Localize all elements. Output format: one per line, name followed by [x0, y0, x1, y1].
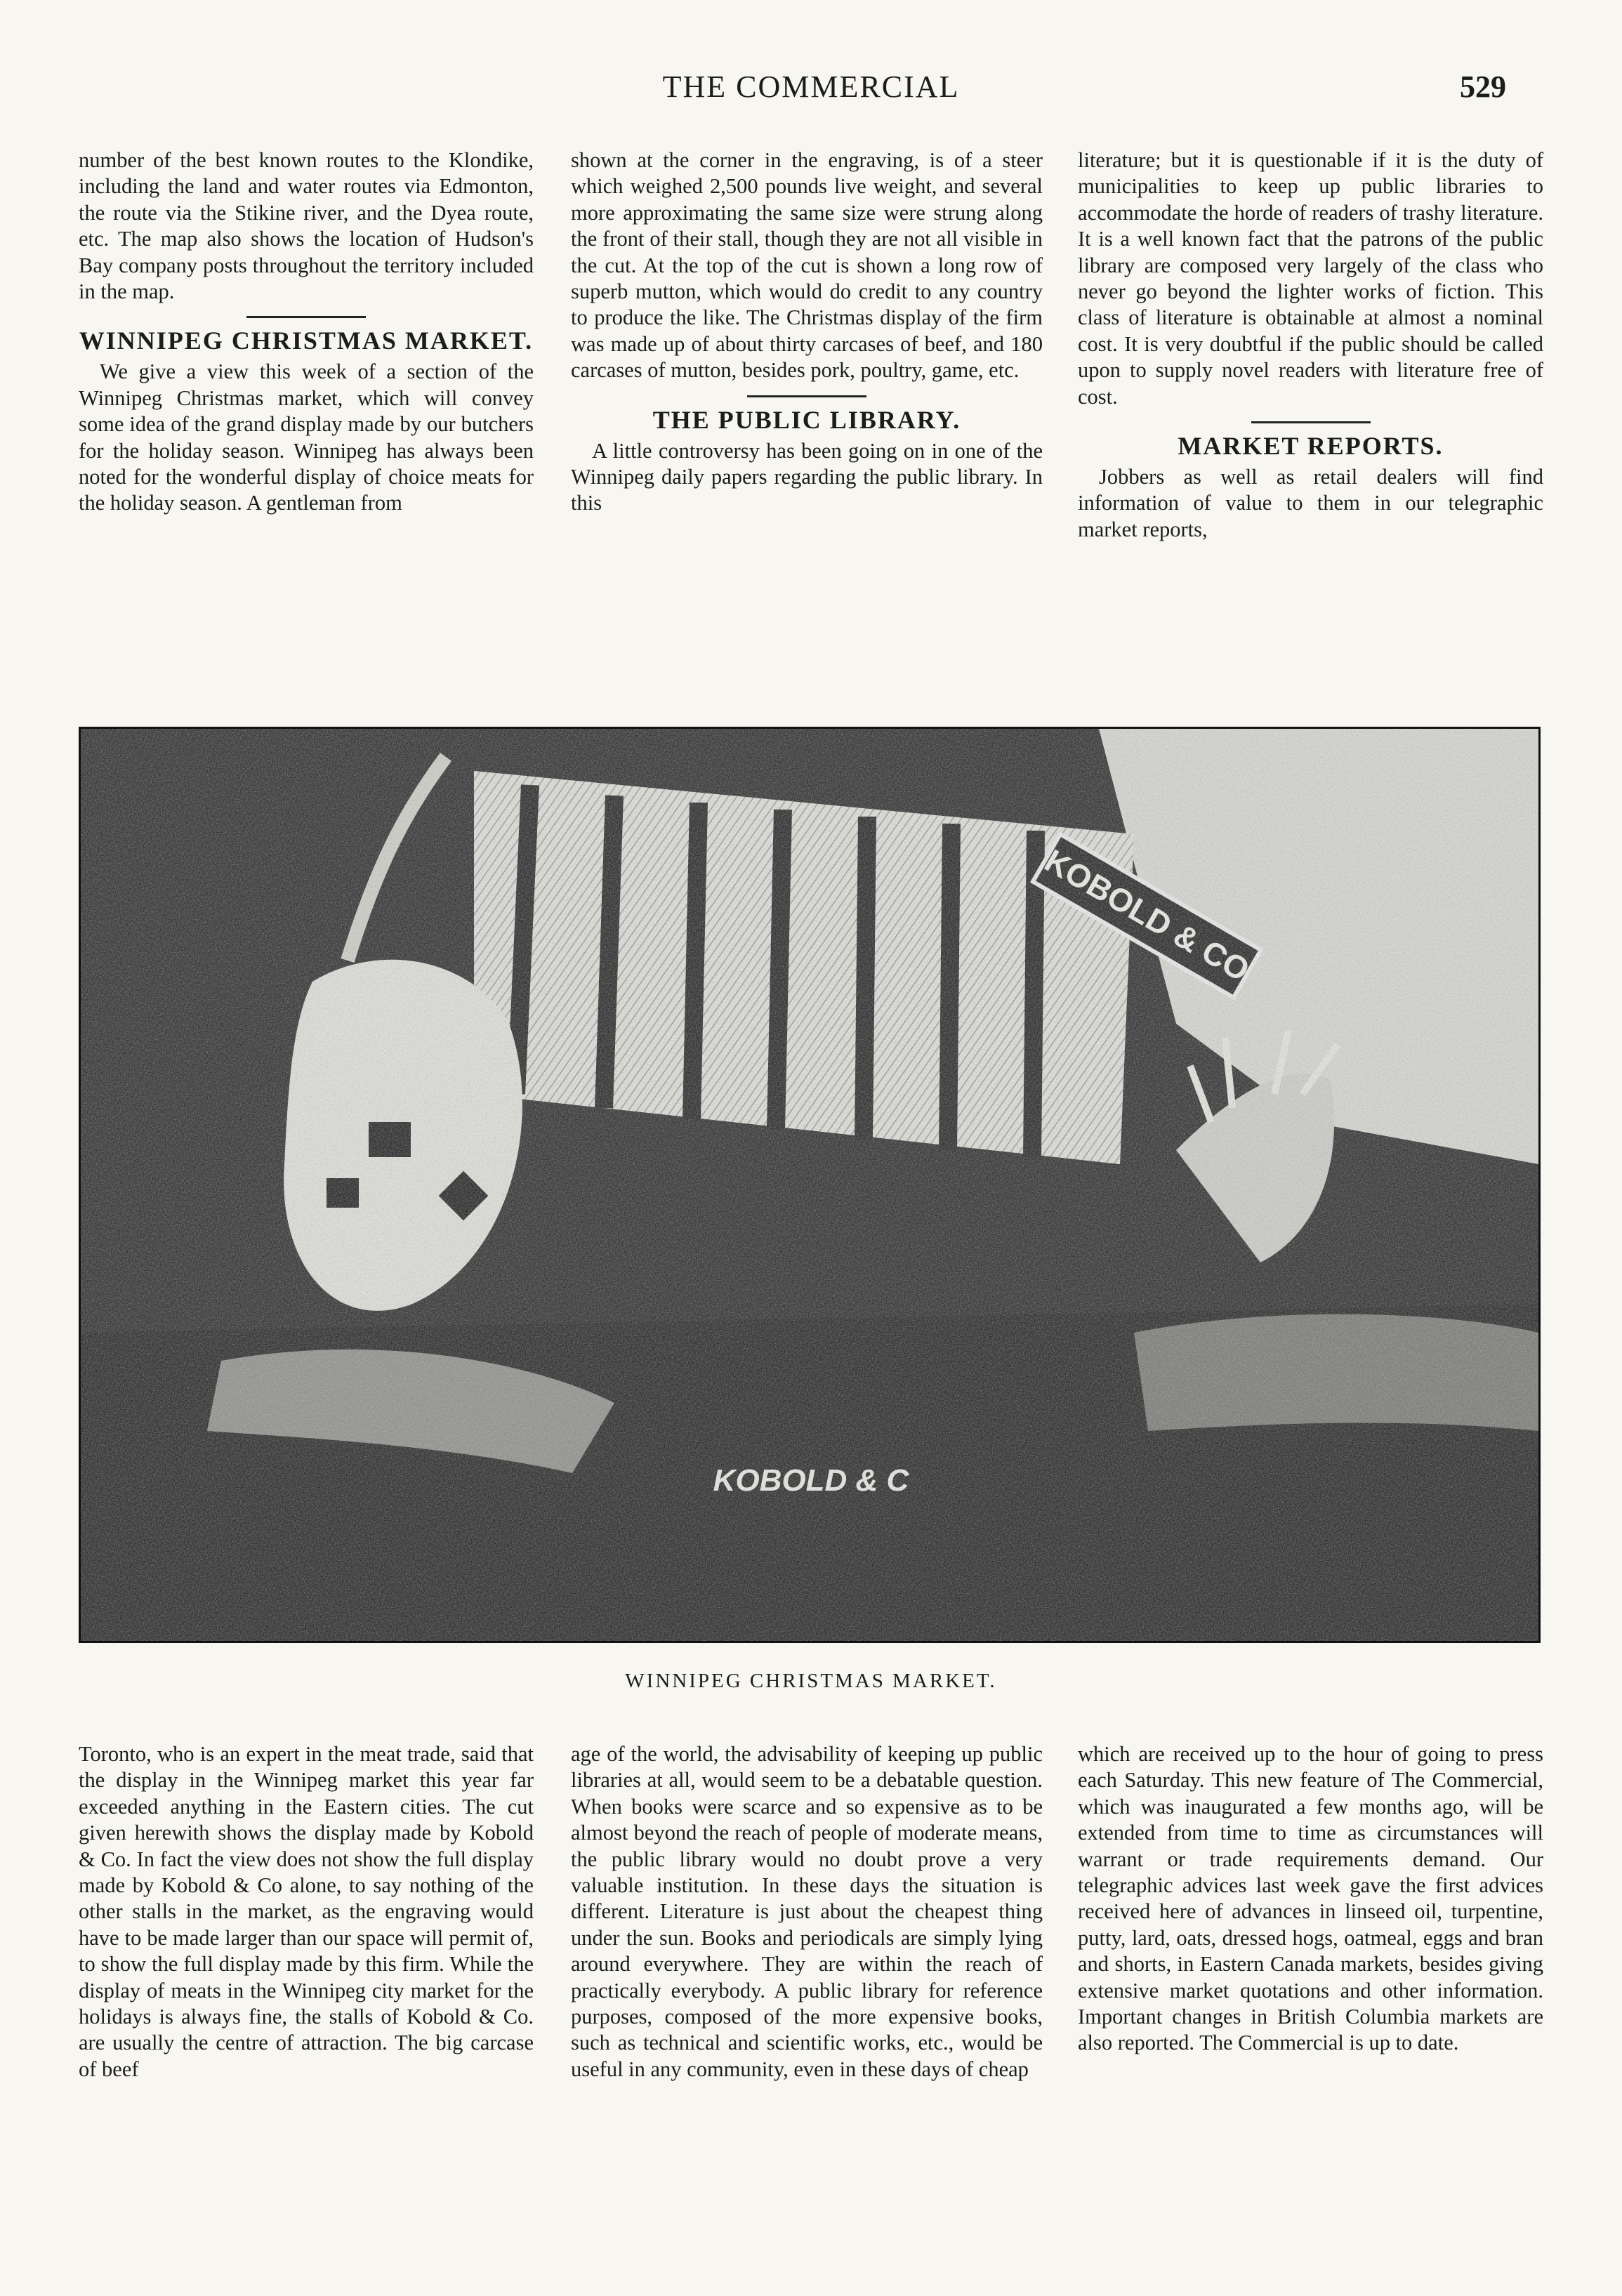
article-column-bottom-3: [1078, 1741, 1543, 2057]
article-column-top-1: [79, 147, 534, 517]
section-rule: [747, 395, 866, 397]
christmas-market-paragraph: We give a view this week of a section of the Winnipeg Christmas market, which will convey some idea of the grand display made by our butchers for the holiday season. Winnipeg has always been noted for the wonderful display of choice meats for the holiday season. A gentleman from: [79, 359, 534, 515]
page-number: 529: [1460, 70, 1506, 104]
christmas-market-continued: Toronto, who is an expert in the meat trade, said that the display in the Winnipeg market this year far exceeded anything in the Eastern cities. The cut given herewith shows the display made by Kobold & Co. In fact the view does not show the full display made by Kobold & Co alone, to say nothing of the other stalls in the market, as the engraving would have to be made larger than our space will permit of, to show the full display made by this firm. While the display of meats in the Winnipeg city market for the holidays is always fine, the stalls of Kobold & Co. are usually the centre of attraction. The big carcase of beef: [79, 1742, 534, 2081]
article-column-bottom-1: [79, 1741, 534, 2083]
heading-public-library: THE PUBLIC LIBRARY.: [652, 405, 961, 434]
continued-market-paragraph: shown at the corner in the engraving, is of a steer which weighed 2,500 pounds live weight, and several more approximating the same size were strung along the front of their stall, though they are not all visible in the cut. At the top of the cut is shown a long row of superb mutton, which would do credit to any country to produce the like. The Christmas display of the firm was made up of about thirty carcases of beef, and 180 carcases of mutton, besides pork, poultry, game, etc.: [571, 148, 1043, 383]
section-rule: [246, 316, 366, 318]
article-column-bottom-2: [571, 1741, 1043, 2083]
continued-library-paragraph: literature; but it is questionable if it is the duty of municipalities to keep up public libraries to accommodate the horde of readers of trashy literature. It is a well known fact that the patrons of the public library are composed very largely of the class who never go beyond the lighter works of fiction. This class of literature is obtainable at almost a nominal cost. It is very doubtful if the public should be called upon to supply novel readers with literature free of cost.: [1078, 148, 1543, 409]
heading-winnipeg-christmas-market: WINNIPEG CHRISTMAS MARKET.: [79, 326, 534, 355]
running-head: [0, 69, 1622, 111]
engraving-illustration: [81, 729, 1538, 1641]
running-title: THE COMMERCIAL: [662, 70, 960, 104]
christmas-market-engraving: [79, 727, 1541, 1643]
section-rule: [1251, 421, 1371, 423]
article-column-top-3: [1078, 147, 1543, 543]
engraving-caption: WINNIPEG CHRISTMAS MARKET.: [625, 1670, 997, 1692]
public-library-continued: age of the world, the advisability of keeping up public libraries at all, would seem to be a debatable question. When books were scarce and so expensive as to be almost beyond the reach of people of moderate means, the public library would no doubt prove a very valuable institution. In these days the situation is different. Literature is just about the cheapest thing under the sun. Books and periodicals are simply lying around everywhere. They are within the reach of practically everybody. A public library for reference purposes, composed of the more expensive books, such as technical and scientific works, etc., would be useful in any community, even in these days of cheap: [571, 1742, 1043, 2081]
article-column-top-2: [571, 147, 1043, 517]
public-library-paragraph: A little controversy has been going on in one of the Winnipeg daily papers regarding the public library. In this: [571, 438, 1043, 515]
continued-map-paragraph: number of the best known routes to the Klondike, including the land and water routes via Edmonton, the route via the Stikine river, and the Dyea route, etc. The map also shows the location of Hudson's Bay company posts throughout the territory included in the map.: [79, 148, 534, 304]
market-reports-continued: which are received up to the hour of going to press each Saturday. This new feature of The Commercial, which was inaugurated a few months ago, will be extended from time to time as circumstances will warrant or trade requirements demand. Our telegraphic advices last week gave the first advices received here of advances in linseed oil, turpentine, putty, lard, oats, dressed hogs, oatmeal, eggs and bran and shorts, in Eastern Canada markets, besides giving extensive market quotations and other information. Important changes in British Columbia markets are also reported. The Commercial is up to date.: [1078, 1742, 1543, 2055]
heading-market-reports: MARKET REPORTS.: [1178, 432, 1444, 461]
market-reports-paragraph: Jobbers as well as retail dealers will find information of value to them in our telegraphic market reports,: [1078, 465, 1543, 541]
engraving-grain: [81, 729, 1538, 1641]
